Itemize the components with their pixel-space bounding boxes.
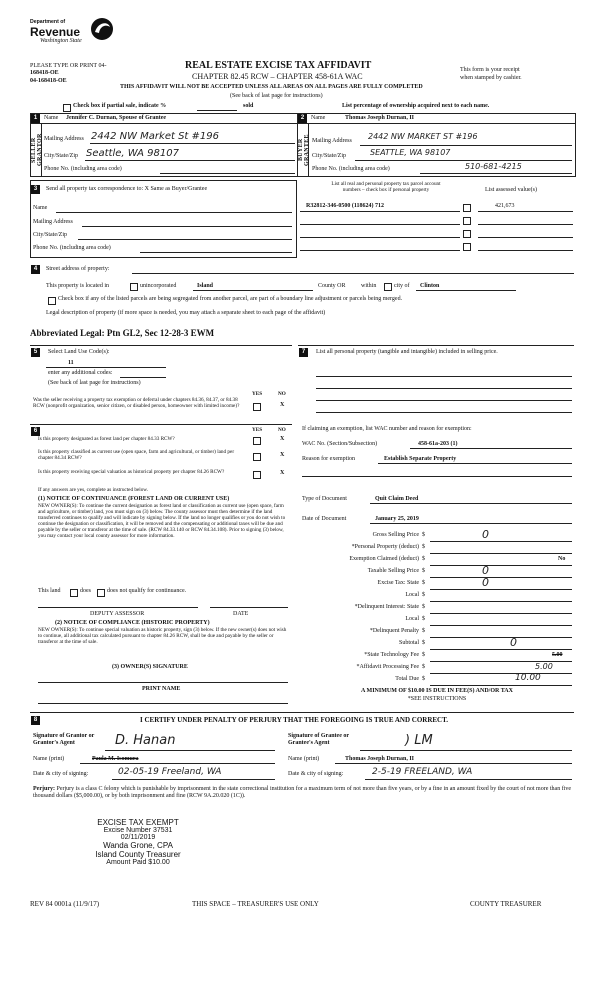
corr-phone-label: Phone No. (including area code) xyxy=(33,245,111,251)
does-checkbox[interactable] xyxy=(70,589,78,597)
does-not-checkbox[interactable] xyxy=(97,589,105,597)
assessed-header: List assessed value(s) xyxy=(485,187,537,193)
form-subtitle: CHAPTER 82.45 RCW – CHAPTER 458-61A WAC xyxy=(192,72,363,81)
tax-row xyxy=(300,554,574,566)
stamp-line1: EXCISE TAX EXEMPT xyxy=(97,818,179,827)
ownership-label: List percentage of ownership acquired next to each name. xyxy=(342,103,490,109)
form-title: REAL ESTATE EXCISE TAX AFFIDAVIT xyxy=(185,60,372,71)
county-label: County OR xyxy=(318,283,346,289)
wac-label: WAC No. (Section/Subsection) xyxy=(302,441,378,447)
stamp-line4: Wanda Grone, CPA xyxy=(103,841,173,850)
s6-yes-header: YES xyxy=(252,427,263,433)
grantee-signature-label: Signature of Grantee or Grantee's Agent xyxy=(288,733,349,747)
segregated-checkbox[interactable] xyxy=(48,297,56,305)
tax-row xyxy=(300,602,574,614)
section-5-number: 5 xyxy=(31,348,40,357)
assessed-value[interactable]: 421,673 xyxy=(495,203,515,209)
notice1-title: (1) NOTICE OF CONTINUANCE (FOREST LAND OR CURRENT USE) xyxy=(38,496,230,502)
buyer-city-value[interactable]: SEATTLE, WA 98107 xyxy=(370,148,451,157)
section-8-number: 8 xyxy=(31,716,40,725)
seller-grantor-side-label: SELLER GRANTOR xyxy=(31,133,43,167)
certify-text: I CERTIFY UNDER PENALTY OF PERJURY THAT THE FOREGOING IS TRUE AND CORRECT. xyxy=(140,716,449,724)
warning-text: THIS AFFIDAVIT WILL NOT BE ACCEPTED UNLESS ALL AREAS ON ALL PAGES ARE FULLY COMPLETED xyxy=(120,84,423,90)
grantee-name-label: Name (print) xyxy=(288,756,320,762)
grantor-name-label: Name (print) xyxy=(33,756,65,762)
doc-date-label: Date of Document xyxy=(302,516,347,522)
currency-symbol: $ xyxy=(422,592,425,598)
parcel-personal-checkbox-1[interactable] xyxy=(463,204,471,212)
section-6-number: 6 xyxy=(31,427,40,436)
dor-logo xyxy=(30,18,120,60)
segregated-label: Check box if any of the listed parcels are being segregated from another parcel, are part of a boundary line adjustment or parcels being merged. xyxy=(58,296,403,302)
tax-value[interactable]: 0 xyxy=(482,528,489,541)
min-fee-text: A MINIMUM OF $10.00 IS DUE IN FEE(S) AND/OR TAX xyxy=(361,688,513,694)
stamp-line3: 02/11/2019 xyxy=(120,834,156,841)
land-use-label: Select Land Use Code(s): xyxy=(48,349,110,355)
print-name-label: PRINT NAME xyxy=(142,686,181,692)
legal-label: Legal description of property (if more space is needed, you may attach a separate sheet to each page of the affidavit) xyxy=(46,310,326,316)
form-id-2: 04-168418-OE xyxy=(30,78,67,84)
corr-city-label: City/State/Zip xyxy=(33,232,67,238)
tax-row xyxy=(300,590,574,602)
tax-label: Excise Tax: State xyxy=(377,580,419,586)
seller-phone-label: Phone No. (including area code) xyxy=(44,166,122,172)
buyer-mailing-value[interactable]: 2442 NW MARKET ST #196 xyxy=(368,132,478,141)
notice1-text: NEW OWNER(S): To continue the current designation as forest land or classification as current use (open space, farm and agriculture, or timber) land, you must sign on (3) below. The county assessor must then determine if the land transferred continues to qualify and will indicate by signing below. If the land no longer qualifies or you do not wish to continue the designation or classification, it will be removed and the compensating or additional taxes will be due and payable by the seller or transferor at the time of sale. (RCW 84.33.140 or RCW 84.34.108). Prior to signing (3) below, you may contact your local county assessor for more information. xyxy=(38,503,286,539)
buyer-phone-value[interactable]: 510-681-4215 xyxy=(465,162,522,171)
land-use-code[interactable]: 11 xyxy=(68,360,74,366)
currency-symbol: $ xyxy=(422,556,425,562)
tax-row xyxy=(300,566,574,578)
section-2-number: 2 xyxy=(298,114,307,123)
exemption-no-answer[interactable]: X xyxy=(280,402,285,408)
abbreviated-legal: Abbreviated Legal: Ptn GL2, Sec 12-28-3 EWM xyxy=(30,328,215,338)
treasurer-use-only: THIS SPACE – TREASURER'S USE ONLY xyxy=(192,900,319,908)
corr-mailing-label: Mailing Address xyxy=(33,219,73,225)
tax-row xyxy=(300,650,574,662)
logo-line1: Department of xyxy=(30,19,66,25)
see-back-text: (See back of last page for instructions) xyxy=(230,93,323,99)
tax-value[interactable]: 5.00 xyxy=(535,662,553,671)
current-use-question: Is this property classified as current use (open space, farm and agricultural, or timber) land per chapter 84.34 RCW? xyxy=(38,449,235,461)
notice2-text: NEW OWNER(S): To continue special valuation as historic property, sign (3) below. If the new owner(s) does not wish to continue, all additional tax calculated pursuant to chapter 84.26 RCW, shall be due and payable by the seller or transferor at the time of sale. xyxy=(38,627,287,645)
partial-sale-checkbox[interactable] xyxy=(63,104,71,112)
partial-sale-sold: sold xyxy=(243,103,254,109)
section-7-number: 7 xyxy=(299,348,308,357)
city-value[interactable]: Clinton xyxy=(420,283,440,289)
excise-stamp xyxy=(68,818,208,866)
buyer-city-label: City/State/Zip xyxy=(312,153,346,159)
buyer-name-value[interactable]: Thomas Joseph Durnan, II xyxy=(345,115,415,121)
tax-row xyxy=(300,674,574,686)
parcel-personal-checkbox-3[interactable] xyxy=(463,230,471,238)
unincorporated-checkbox[interactable] xyxy=(130,283,138,291)
currency-symbol: $ xyxy=(422,664,425,670)
partial-sale-label: Check box if partial sale, indicate % xyxy=(73,103,167,109)
grantor-date-label: Date & city of signing: xyxy=(33,771,89,777)
does-label: does xyxy=(80,588,91,594)
current-use-no-answer[interactable]: X xyxy=(280,452,285,458)
parcel-header xyxy=(296,182,476,194)
tax-label: *Affidavit Processing Fee xyxy=(356,664,419,670)
tax-label: Local xyxy=(405,616,419,622)
grantor-date-value[interactable]: 02-05-19 Freeland, WA xyxy=(118,767,222,777)
form-id-1: 168418-OE xyxy=(30,70,59,76)
tax-row xyxy=(300,530,574,542)
additional-codes-label: enter any additional codes: xyxy=(48,370,113,376)
buyer-phone-label: Phone No. (including area code) xyxy=(312,166,390,172)
perjury-label: Perjury: xyxy=(33,786,55,792)
s5-no-header: NO xyxy=(278,391,286,397)
correspondence-label: Send all property tax correspondence to: X Same as Buyer/Grantee xyxy=(46,186,208,192)
grantee-date-label: Date & city of signing: xyxy=(288,771,344,777)
forest-question: Is this property designated as forest land per chapter 84.33 RCW? xyxy=(38,436,175,442)
tax-row xyxy=(300,542,574,554)
seller-mailing-value[interactable]: 2442 NW Market St #196 xyxy=(91,131,219,142)
wac-value[interactable]: 458-61a-203 (1) xyxy=(418,441,458,447)
doc-date-value[interactable]: January 25, 2019 xyxy=(375,516,419,522)
tax-row xyxy=(300,614,574,626)
within-city-checkbox[interactable] xyxy=(384,283,392,291)
street-label: Street address of property: xyxy=(46,266,110,272)
historic-no-answer[interactable]: X xyxy=(280,470,285,476)
dor-swirl-icon xyxy=(88,16,116,42)
currency-symbol: $ xyxy=(422,640,425,646)
section-3-number: 3 xyxy=(31,185,40,194)
this-land-label: This land xyxy=(38,588,61,594)
currency-symbol: $ xyxy=(422,568,425,574)
forest-yes-checkbox[interactable] xyxy=(253,437,261,445)
currency-symbol: $ xyxy=(422,616,425,622)
seller-city-value[interactable]: Seattle, WA 98107 xyxy=(86,148,179,159)
stamp-line2: Excise Number 37531 xyxy=(103,827,173,834)
grantee-name-value[interactable]: Thomas Joseph Durnan, II xyxy=(345,756,415,762)
currency-symbol: $ xyxy=(422,628,425,634)
seller-name-value[interactable]: Jennifer C. Durnan, Spouse of Grantee xyxy=(66,115,167,121)
currency-symbol: $ xyxy=(422,580,425,586)
stamp-line5: Island County Treasurer xyxy=(95,850,181,859)
tax-value[interactable]: 0 xyxy=(482,564,489,577)
tax-label: Exemption Claimed (deduct) xyxy=(349,556,419,562)
parcel-personal-checkbox-4[interactable] xyxy=(463,243,471,251)
reason-label: Reason for exemption xyxy=(302,456,355,462)
perjury-text xyxy=(33,786,573,800)
notice2-title: (2) NOTICE OF COMPLIANCE (HISTORIC PROPERTY) xyxy=(55,620,210,626)
forest-no-answer[interactable]: X xyxy=(280,436,285,442)
receipt-note-2: when stamped by cashier. xyxy=(460,75,522,81)
tax-calculation xyxy=(300,528,574,683)
buyer-grantee-side-label: BUYER GRANTEE xyxy=(298,134,310,166)
grantee-signature[interactable]: ) LM xyxy=(405,733,433,748)
tax-row xyxy=(300,578,574,590)
corr-name-label: Name xyxy=(33,205,48,211)
receipt-note-1: This form is your receipt xyxy=(460,67,520,73)
min-fee-sub: *SEE INSTRUCTIONS xyxy=(407,696,467,702)
exemption-yes-checkbox[interactable] xyxy=(253,403,261,411)
parcel-personal-checkbox-2[interactable] xyxy=(463,217,471,225)
exemption-claim-label: If claiming an exemption, list WAC number and reason for exemption: xyxy=(302,426,472,432)
seller-name-label: Name xyxy=(44,115,59,121)
partial-sale-percent-line xyxy=(197,110,237,111)
section-4-number: 4 xyxy=(31,265,40,274)
currency-symbol: $ xyxy=(422,544,425,550)
tax-label: Total Due xyxy=(395,676,419,682)
if-yes-text: If any answers are yes, complete as instructed below. xyxy=(38,487,149,493)
historic-question: Is this property receiving special valuation as historical property per chapter 84.26 RCW? xyxy=(38,469,225,475)
current-use-yes-checkbox[interactable] xyxy=(253,453,261,461)
parcel-number[interactable]: R32812-346-0500 (118624) 712 xyxy=(306,203,384,209)
tax-label: Taxable Selling Price xyxy=(367,568,419,574)
currency-symbol: $ xyxy=(422,652,425,658)
grantor-signature[interactable]: D. Hanan xyxy=(115,733,176,748)
located-label: This property is located in xyxy=(46,283,109,289)
deputy-assessor-label: DEPUTY ASSESSOR xyxy=(90,611,145,617)
doc-type-label: Type of Document xyxy=(302,496,347,502)
tax-value[interactable]: 10.00 xyxy=(515,673,541,683)
logo-line3: Washington State xyxy=(40,38,82,44)
county-treasurer-label: COUNTY TREASURER xyxy=(470,900,542,908)
tax-label: *State Technology Fee xyxy=(364,652,419,658)
currency-symbol: $ xyxy=(422,532,425,538)
stamp-line6: Amount Paid $10.00 xyxy=(106,859,170,866)
s6-no-header: NO xyxy=(278,427,286,433)
tax-value[interactable]: 5.00 xyxy=(552,652,563,658)
tax-label: *Personal Property (deduct) xyxy=(351,544,419,550)
tax-value[interactable]: No xyxy=(558,556,566,562)
tax-label: *Delinquent Penalty xyxy=(369,628,419,634)
tax-label: Gross Selling Price xyxy=(372,532,419,538)
grantor-name-value[interactable]: Paula M. Isomura xyxy=(92,756,139,762)
doc-type-value[interactable]: Quit Claim Deed xyxy=(375,496,419,502)
tax-label: *Delinquent Interest: State xyxy=(354,604,419,610)
logo-line2: Revenue xyxy=(30,25,81,39)
historic-yes-checkbox[interactable] xyxy=(253,471,261,479)
form-number: REV 84 0001a (11/9/17) xyxy=(30,900,100,908)
buyer-mailing-label: Mailing Address xyxy=(312,138,352,144)
tax-value[interactable]: 0 xyxy=(482,576,489,589)
perjury-body: Perjury is a class C felony which is punishable by imprisonment in the state correctional institution for a maximum term of not more than five years, or by a fine in an amount fixed by the court of not more than five thousand dollars ($5,000.00), or by both imprisonment and fine (RCW 9A.20.020 (1C)). xyxy=(33,786,572,800)
unincorporated-label: unincorporated xyxy=(140,283,177,289)
print-label: PLEASE TYPE OR PRINT 04- xyxy=(30,63,107,69)
tax-label: Subtotal xyxy=(398,640,419,646)
s5-yes-header: YES xyxy=(252,391,263,397)
grantor-signature-label: Signature of Grantor or Grantor's Agent xyxy=(33,733,95,747)
parcel-header-1: List all real and personal property tax parcel account xyxy=(331,181,441,187)
within-label: within xyxy=(361,283,377,289)
land-use-see-back: (See back of last page for instructions) xyxy=(48,380,141,386)
tax-value[interactable]: 0 xyxy=(510,636,517,649)
parcel-header-2: numbers – check box if personal property xyxy=(342,186,430,193)
tax-row xyxy=(300,626,574,638)
tax-row xyxy=(300,638,574,650)
section-1-number: 1 xyxy=(31,114,40,123)
county-value[interactable]: Island xyxy=(197,283,214,289)
seller-city-label: City/State/Zip xyxy=(44,153,78,159)
tax-label: Local xyxy=(405,592,419,598)
currency-symbol: $ xyxy=(422,604,425,610)
reason-value[interactable]: Establish Separate Property xyxy=(384,456,457,462)
currency-symbol: $ xyxy=(422,676,425,682)
grantee-date-value[interactable]: 2-5-19 FREELAND, WA xyxy=(372,767,473,777)
city-of-label: city of xyxy=(394,283,410,289)
does-not-label: does not qualify for continuance. xyxy=(107,588,187,594)
personal-property-label: List all personal property (tangible and intangible) included in selling price. xyxy=(316,349,498,355)
seller-mailing-label: Mailing Address xyxy=(44,136,84,142)
exemption-question: Was the seller receiving a property tax exemption or deferral under chapters 84.36, 84.37, or 84.38 RCW (nonprofit organization, senior citizen, or disabled person, homeowner with limited income)? xyxy=(33,397,240,409)
owner-signature-label: (3) OWNER(S) SIGNATURE xyxy=(112,664,188,670)
buyer-name-label: Name xyxy=(311,115,326,121)
assessor-date-label: DATE xyxy=(233,611,249,617)
